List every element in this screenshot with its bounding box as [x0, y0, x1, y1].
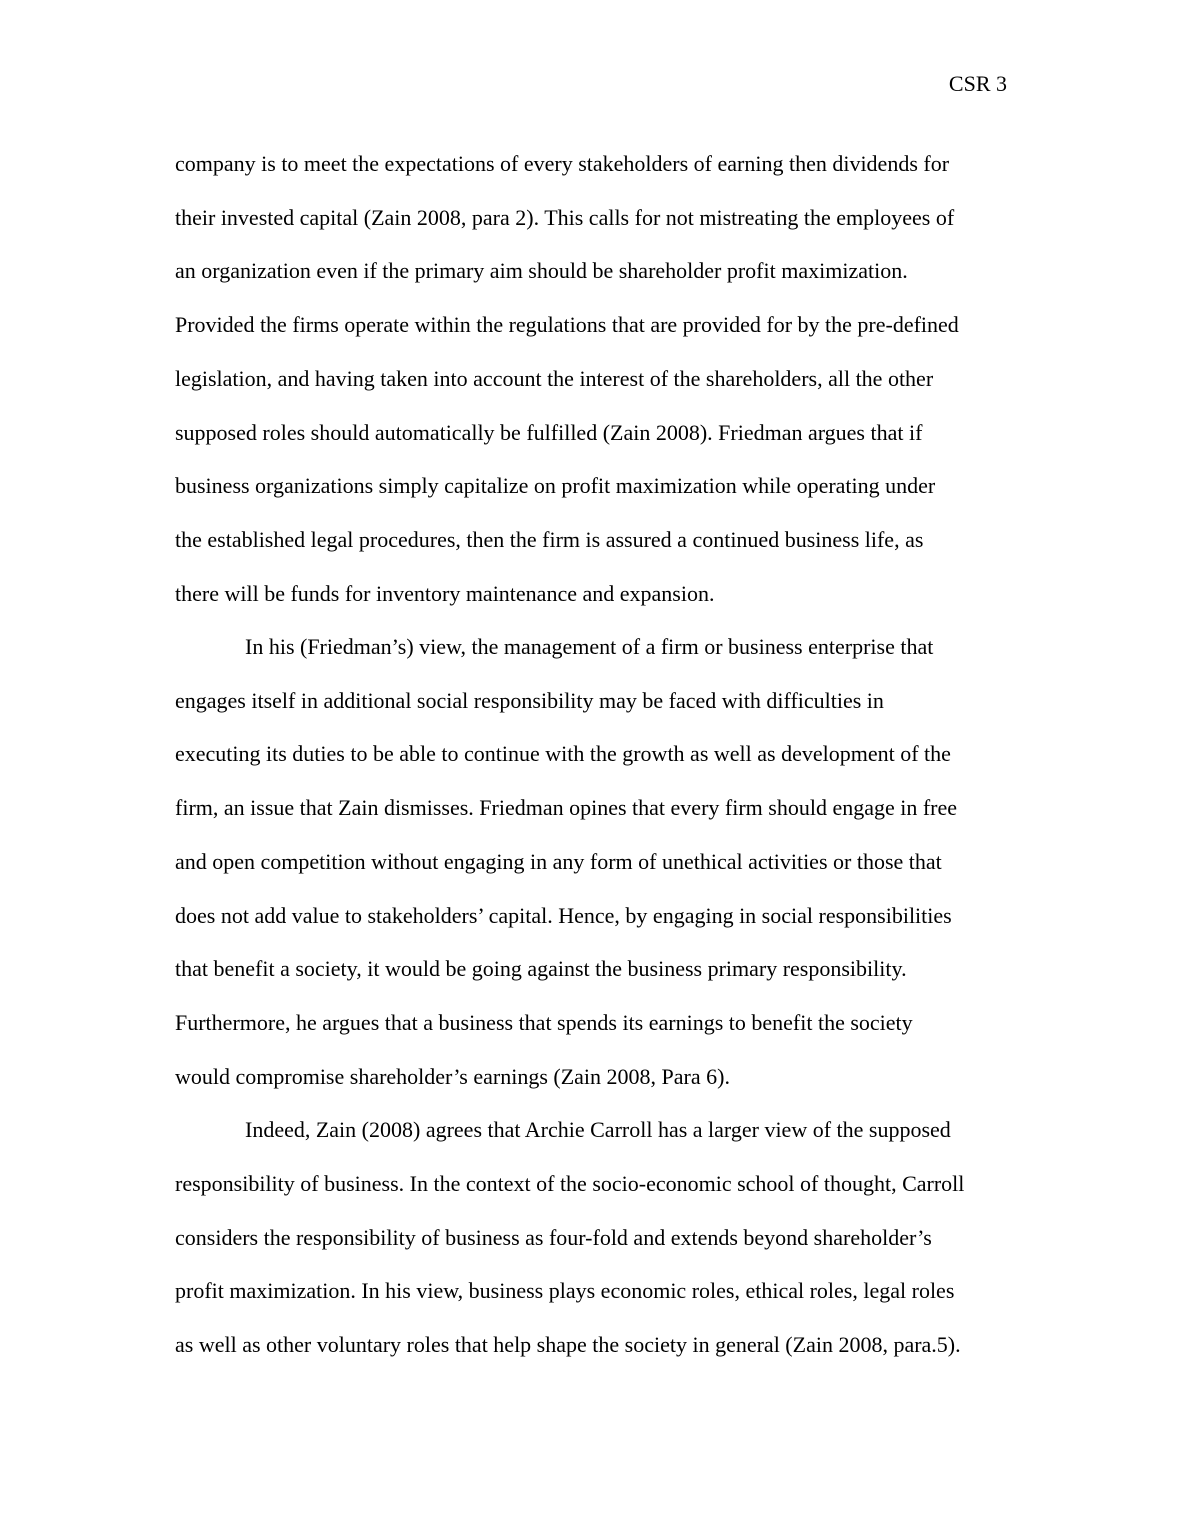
text-line: Provided the firms operate within the regulations that are provided for by the pre-defined	[175, 312, 959, 337]
text-line: that benefit a society, it would be going against the business primary responsibility.	[175, 956, 907, 981]
text-line: profit maximization. In his view, business plays economic roles, ethical roles, legal roles	[175, 1278, 955, 1303]
text-line: engages itself in additional social responsibility may be faced with difficulties in	[175, 688, 884, 713]
text-line: firm, an issue that Zain dismisses. Friedman opines that every firm should engage in free	[175, 795, 958, 820]
text-line: supposed roles should automatically be fulfilled (Zain 2008). Friedman argues that if	[175, 420, 923, 445]
text-line: there will be funds for inventory maintenance and expansion.	[175, 581, 715, 606]
text-line: company is to meet the expectations of every stakeholders of earning then dividends for	[175, 151, 950, 176]
text-line: Furthermore, he argues that a business that spends its earnings to benefit the society	[175, 1010, 913, 1035]
paragraph-first-line: Indeed, Zain (2008) agrees that Archie Carroll has a larger view of the supposed	[245, 1117, 951, 1142]
text-line: responsibility of business. In the context of the socio-economic school of thought, Carroll	[175, 1171, 965, 1196]
text-line: the established legal procedures, then the firm is assured a continued business life, as	[175, 527, 924, 552]
text-line: executing its duties to be able to continue with the growth as well as development of the	[175, 741, 951, 766]
text-line: as well as other voluntary roles that help shape the society in general (Zain 2008, para.5).	[175, 1332, 961, 1357]
text-line: legislation, and having taken into account the interest of the shareholders, all the other	[175, 366, 934, 391]
text-line: an organization even if the primary aim should be shareholder profit maximization.	[175, 258, 908, 283]
text-line: business organizations simply capitalize on profit maximization while operating under	[175, 473, 936, 498]
text-line: would compromise shareholder’s earnings (Zain 2008, Para 6).	[175, 1064, 730, 1089]
text-line: their invested capital (Zain 2008, para 2). This calls for not mistreating the employees of	[175, 205, 955, 230]
text-line: does not add value to stakeholders’ capital. Hence, by engaging in social responsibilities	[175, 903, 952, 928]
running-head: CSR 3	[948, 71, 1007, 96]
paragraph-first-line: In his (Friedman’s) view, the management of a firm or business enterprise that	[245, 634, 934, 659]
text-line: considers the responsibility of business as four-fold and extends beyond shareholder’s	[175, 1225, 932, 1250]
text-line: and open competition without engaging in any form of unethical activities or those that	[175, 849, 942, 874]
